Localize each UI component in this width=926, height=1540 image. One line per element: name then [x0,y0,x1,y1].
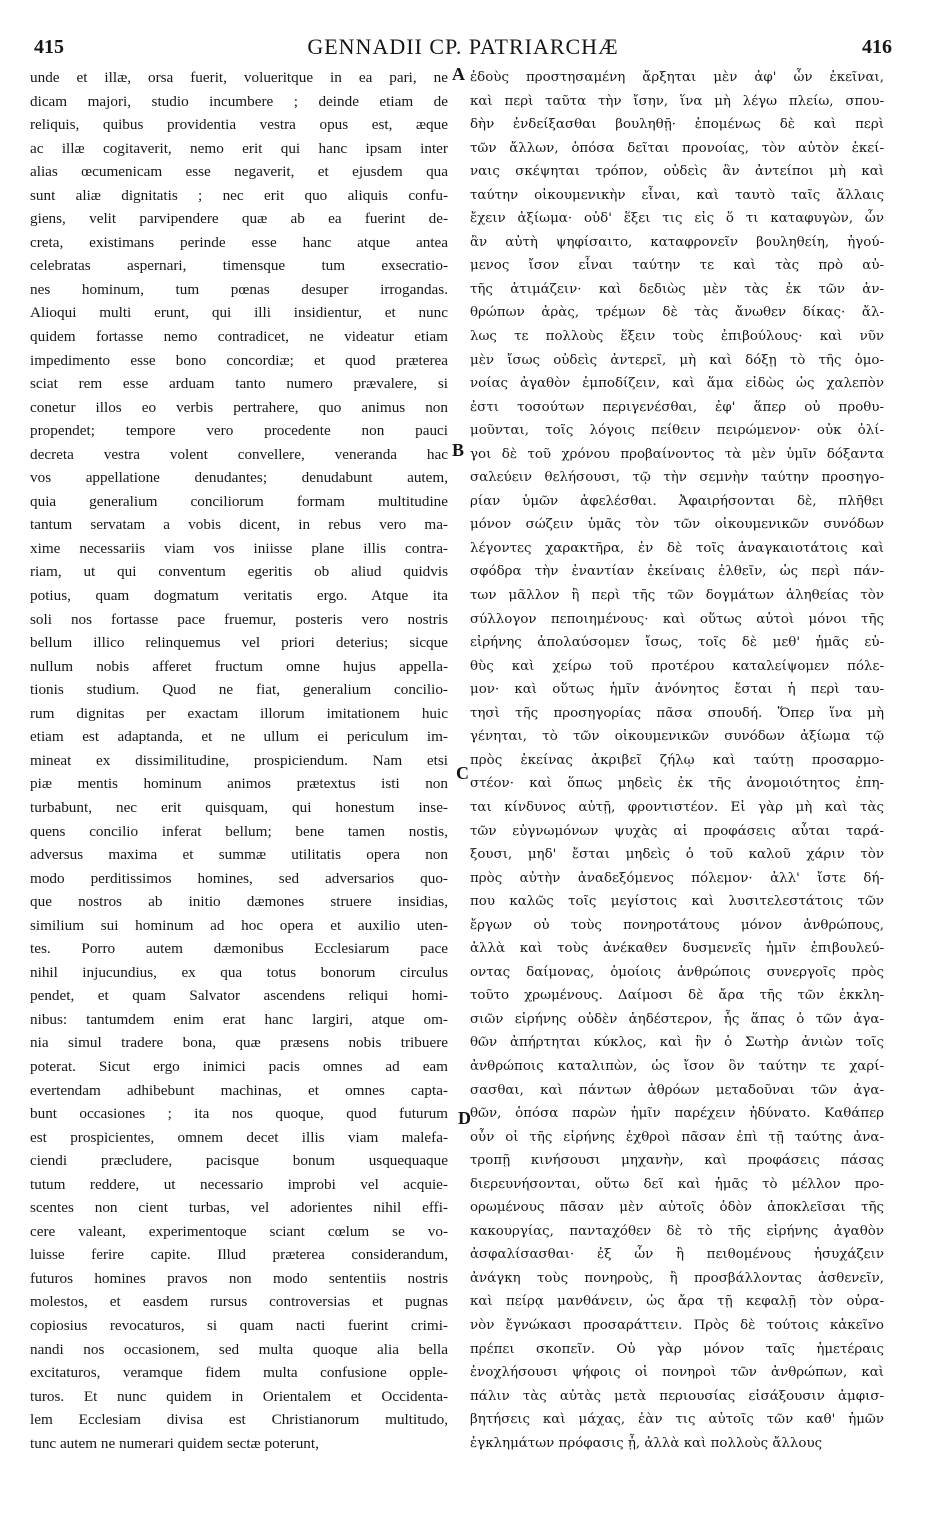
greek-text-line: τῶν ἄλλων, ὁπόσα δεῖται προνοίας, τὸν αὐτὸν ἐκεί- [470,140,884,156]
greek-text-line: μενος ἴσον εἶναι ταύτην τε καὶ τὰς πρὸ αὐ- [470,258,884,274]
latin-text-line: modo perditissimos homines, sed adversarios quo- [30,869,448,887]
latin-text-line: cere valeant, experimentoque sciant cœlum se vo- [30,1222,448,1240]
greek-text-line: ρίαν ὑμῶν ἀφελέσθαι. Ἀφαιρήσονται δὲ, πλῆθει [470,493,884,509]
latin-text-line: turbabunt, nec erit quisquam, qui honestum inse- [30,798,448,816]
greek-text-line: καὶ περὶ ταῦτα τὴν ἴσην, ἵνα μὴ λέγω πλείω, σπου- [470,93,884,109]
page-header [30,18,896,59]
latin-text-line: nandi nos occasionem, sed multa quoque alia bella [30,1340,448,1358]
greek-text-line: ἀσφαλίσασθαι· ἐξ ὧν ἢ πειθομένους ἡσυχάζειν [470,1247,884,1263]
greek-text-line: ἀνθρώποις καταλιπὼν, ὡς ἴσον ὂν ταύτην τε χαρί- [470,1058,884,1074]
greek-text-line: λέγοντες χαρακτῆρα, ἐν δὲ τοῖς ἀναγκαιοτάτοις καὶ [470,540,884,556]
latin-text-line: bunt occasiones ; ita nos quoque, quod futurum [30,1105,448,1123]
latin-text-line: tunc autem ne numerari quidem sectæ poterunt, [30,1434,319,1452]
greek-text-line: ἔργων οὐ τοὺς πονηροτάτους μόνον ἀνθρώπους, [470,917,884,933]
greek-text-line: θρώπων ἀρὰς, τρέμων δὲ τὰς ἄνωθεν δίκας· ἄλ- [470,305,884,321]
latin-text-line: conetur illos eo verbis pertrahere, quo animus non [30,398,448,416]
latin-text-line: sciat rem esse arduam tanto numero prævalere, si [30,375,448,393]
latin-text-line: est prospicientes, omnem decet illis viam malefa- [30,1128,448,1146]
latin-text-line: tutum reddere, ut necessario improbi vel acquie- [30,1175,448,1193]
greek-text-line: νὸν ἔγνώκασι προσαράττειν. Πρὸς δὲ τούτοις κἀκεῖνο [470,1317,884,1333]
greek-text-line: ἀνάγκη τοὺς πονηροὺς, ἢ προσβάλλοντας ἀσθενεῖν, [470,1270,884,1286]
greek-text-line: καὶ πείρᾳ μανθάνειν, ὡς ἄρα τῇ κεφαλῇ τὸν οὐρα- [470,1294,884,1310]
greek-text-line: κακουργίας, πανταχόθεν δὲ τὸ τῆς εἰρήνης ἀγαθὸν [470,1223,884,1239]
latin-text-line: creta, existimans perinde esse hanc atque antea [30,233,448,251]
greek-text-line: πάλιν τὰς αὐτὰς μετὰ περιουσίας εἰσάξουσιν ἀμφισ- [470,1388,884,1404]
section-marker-b: B [452,440,465,460]
latin-text-line: nes hominum, tum pœnas desuper irrogandas. [30,280,448,298]
section-marker-c: C [456,763,469,783]
greek-text-line: βητήσεις καὶ μάχας, ἐὰν τις αὐτοῖς τῶν καθ' ἡμῶν [470,1412,884,1428]
greek-text-line: τησὶ τῆς προσηγορίας πᾶσα σπουδή. Ὅπερ ἵνα μὴ [470,705,884,721]
latin-text-line: mineat ex dissimilitudine, prospiciendum. Nam etsi [30,751,448,769]
greek-text-line: σαλεύειν θελήσουσι, τῷ τὴν σεμνὴν ταύτην προσηγο- [470,470,884,486]
greek-text-line: τροπῇ κινήσουσι μηχανὴν, καὶ προφάσεις πάσας [470,1153,884,1169]
greek-text-line: οὖν οἱ τῆς εἰρήνης ἐχθροὶ πᾶσαν ἐπὶ τῇ ταύτης ἀνα- [470,1129,884,1145]
latin-text-line: piæ mentis hominum animos prætextus isti non [30,775,448,793]
greek-text-line: διερευνήσονται, οὕτω δεῖ καὶ ἡμᾶς τὸ μέλλον προ- [470,1176,884,1192]
greek-text-line: μοῦνται, τοῖς λόγοις πείθειν πειρώμενον· οὐκ ὀλί- [470,423,884,439]
greek-text-line: σασθαι, καὶ πάντων ἀθρόων μεταδοῦναι τῶν ἀγα- [470,1082,884,1098]
latin-text-line: copiosius revocaturos, si quam nacti fuerint crimi- [30,1316,448,1334]
greek-text-line: στέον· καὶ ὅπως μηδεὶς ἐκ τῆς ἀνομοιότητος ἐπη- [470,776,884,792]
greek-text-line: ξουσι, μηδ' ἔσται μηδεὶς ὁ τοῦ καλοῦ χάριν τὸν [470,847,884,863]
latin-text-line: rum dignitas per exactam illorum imitationem huic [30,704,448,722]
latin-column [30,66,448,1455]
greek-text-line: ἐνοχλήσουσι ψήφοις οἱ πονηροὶ τῶν ἀνθρώπων, καὶ [470,1365,884,1381]
latin-text-line: que nostros ab initio dæmones struere insidias, [30,893,448,911]
latin-text-line: luisse ferire capite. Illud præterea considerandum, [30,1246,448,1264]
greek-text-line: ναις σκέψηται τρόπον, οὐδεὶς ἂν ἀντείποι μὴ καὶ [470,164,884,180]
latin-text-line: ciendi præcludere, pacisque bonum usquequaque [30,1152,448,1170]
latin-text-line: Alioqui multi erunt, qui illi insidientur, et nunc [30,304,448,322]
greek-text-line: εἰρήνης ἀπολαύσομεν ἴσως, τοῖς δὲ μεθ' ἡμᾶς εὐ- [470,635,884,651]
latin-text-line: soli nos fortasse pace fruemur, posteris vero nostris [30,610,448,628]
greek-text-line: σύλλογον πεποιημένους· καὶ οὕτως αὐτοὶ μόνοι τῆς [470,611,884,627]
greek-text-line: πρέπει σκοπεῖν. Οὐ γὰρ μόνον ταῖς ἡμετέραις [470,1341,884,1357]
latin-text-line: dicam majori, studio incumbere ; deinde etiam de [30,92,448,110]
latin-text-line: quia generalium conciliorum formam multitudine [30,492,448,510]
greek-text-line: γένηται, τὸ τῶν οἰκουμενικῶν συνόδων ἀξίωμα τῷ [470,729,884,745]
latin-text-line: vos appellatione denudantes; denudabunt autem, [30,469,448,487]
latin-text-line: tantum servatam a vobis dicent, in rebus vero ma- [30,516,448,534]
latin-text-line: giens, velit parvipendere quæ ab ea fuerint de- [30,210,448,228]
greek-text-line: πρὸς ἐκείνας ἀκριβεῖ ζήλῳ καὶ ταύτῃ προσαρμο- [470,752,884,768]
latin-text-line: impedimento esse bono concordiæ; et quod præterea [30,351,448,369]
latin-text-line: evertendam adhibebunt machinas, et omnes capta- [30,1081,448,1099]
greek-text-line: ται κίνδυνος αὐτῇ, φροντιστέον. Εἰ γὰρ μὴ καὶ τὰς [470,799,884,815]
greek-text-line: ἔχειν ἀξίωμα· οὐδ' ἕξει τις εἰς ὅ τι καταφυγὼν, ὧν [470,211,884,227]
latin-text-line: lem Ecclesiam divisa est Christianorum multitudo, [30,1411,448,1429]
latin-text-line: turos. Et nunc quidem in Orientalem et Occidenta- [30,1387,448,1405]
latin-text-line: etiam est adaptanda, et ne ullum ei periculum im- [30,728,448,746]
greek-text-line: νοίας ἀγαθὸν ἐμποδίζειν, καὶ ἅμα εἰδὼς ὡς χαλεπὸν [470,376,884,392]
greek-text-line: θῶν, ὁπόσα παρὼν ἡμῖν παρέχειν ἠδύνατο. Καθάπερ [470,1106,884,1122]
page-number-left: 415 [34,36,64,58]
latin-text-line: ac illæ cogitaverit, nemo erit qui hanc ipsam inter [30,139,448,157]
greek-text-line: λως τε πολλοὺς ἕξειν τοὺς ἐπιβούλους· καὶ νῦν [470,329,884,345]
greek-column [470,66,884,1455]
greek-text-line: θὺς καὶ χείρω τοῦ προτέρου καταλείψομεν πόλε- [470,658,884,674]
latin-text-line: reliquis, quibus providentia vestra opus est, æque [30,116,448,134]
latin-text-line: excitaturos, veramque fidem multa confusione opple- [30,1364,448,1382]
page-number-right: 416 [862,36,892,58]
latin-text-line: similium sui hominum ad hoc opera et auxilio uten- [30,916,448,934]
greek-text-line: που καλῶς τοῖς μεγίστοις καὶ λυσιτελεστάτοις τῶν [470,894,884,910]
latin-text-line: alias œcumenicam esse negaverit, et ejusdem qua [30,163,448,181]
latin-text-line: riam, ut qui conventum egeritis ob aliud quidvis [30,563,448,581]
running-title: GENNADII CP. PATRIARCHÆ [307,34,619,59]
greek-text-line: μόνον σώζειν ὑμᾶς τὸν τῶν οἰκουμενικῶν συνόδων [470,517,884,533]
latin-text-line: tes. Porro autem dæmonibus Ecclesiarum pace [30,940,448,958]
latin-text-line: nihil injucundius, ex qua totus bonorum circulus [30,963,448,981]
latin-text-line: nia simul tradere bona, quæ præsens nobis tribuere [30,1034,448,1052]
greek-text-line: δὴν ἐνδείξασθαι βουληθῇ· ἑπομένως δὲ καὶ περὶ [470,117,884,133]
greek-text-line: ορωμένους πᾶσαν μὲν αὐτοῖς ὁδὸν ἀποκλεῖσαι τῆς [470,1200,884,1216]
greek-text-line: τῆς ἀτιμάζειν· καὶ δεδιὼς μὲν τὰς ἐκ τῶν ἀν- [470,281,884,297]
latin-text-line: scentes non cient turbas, vel adorientes nihil effi- [30,1199,448,1217]
latin-text-line: unde et illæ, orsa fuerit, volueritque in ea pari, ne [30,69,448,86]
greek-text-line: πρὸς αὐτὴν ἀναδεξόμενος πόλεμον· ἀλλ' ἴστε δή- [470,870,884,886]
greek-text-line: τῶν εὐγνωμόνων ψυχὰς αἱ προφάσεις αὗται ταρά- [470,823,884,839]
latin-text-line: celebratas aspernari, timensque tum exsecratio- [30,257,448,275]
section-marker-a: A [452,64,465,84]
greek-text-line: τοῦτο χρωμένους. Δαίμοσι δὲ ἄρα τῆς τῶν ἐκκλη- [470,988,884,1004]
greek-text-line: ἐγκλημάτων πρόφασις ᾖ, ἀλλὰ καὶ πολλοὺς ἄλλους [470,1435,823,1451]
latin-text-line: adversus maxima et summæ utilitatis opera non [30,846,448,864]
greek-text-line: ταύτην οἰκουμενικὴν εἶναι, καὶ ταυτὸ ταῖς ἄλλαις [470,187,884,203]
greek-text-line: οντας δαίμονας, ὁμοίοις ἀνθρώποις συνεργοῖς πρὸς [470,964,884,980]
latin-text-line: nullum nobis afferet fructum omne hujus appella- [30,657,448,675]
greek-text-line: σιῶν εἰρήνης οὐδὲν ἀηδέστερον, ἧς ἅπας ὁ τῶν ἀγα- [470,1011,884,1027]
latin-text-line: decreta vestra volent convellere, veneranda hac [30,445,448,463]
latin-text-line: bellum illico relinquemus vel priori deterius; sicque [30,634,448,652]
greek-text-line: ἐστι τοσούτων περιγενέσθαι, ἐφ' ἅπερ οὐ προθυ- [470,399,884,415]
greek-text-line: ἂν αὐτὴ ψηφίσαιτο, καταφρονεῖν βουληθείη, ἡγού- [470,234,884,250]
latin-text-line: quidem fortasse nemo contradicet, ne videatur etiam [30,328,448,346]
greek-text-line: ἀλλὰ καὶ τοὺς ἀνέκαθεν δυσμενεῖς ἡμῖν ἐπιβουλεύ- [470,941,884,957]
latin-text-line: poterat. Sicut ergo inimici pacis omnes ad eam [30,1057,448,1075]
greek-text-line: των μᾶλλον ἢ περὶ τῆς τῶν δογμάτων ἀληθείας τὸν [470,588,884,604]
greek-text-line: μὲν ἴσως οὐδεὶς ἀντερεῖ, μὴ καὶ δόξῃ τὸ τῆς ὁμο- [470,352,884,368]
greek-text-line: γοι δὲ τοῦ χρόνου προβαίνοντος τὰ μὲν ὑμῖν δόξαντα [470,446,884,462]
latin-text-line: tionis studium. Quod ne fiat, generalium concilio- [30,681,448,699]
latin-text-line: sunt aliæ dignitatis ; nec erit quo aliquis confu- [30,186,448,204]
latin-text-line: pendet, et quam Salvator ascendens reliqui homi- [30,987,448,1005]
latin-text-line: potius, quam dogmatum veritatis ergo. Atque ita [30,587,448,605]
section-marker-d: D [458,1108,471,1128]
latin-text-line: xime necessariis viam vos iniisse plane illis contra- [30,539,448,557]
latin-text-line: quens concilio inferat bellum; bene tamen nostis, [30,822,448,840]
latin-text-line: molestos, et easdem rursus controversias et pugnas [30,1293,448,1311]
greek-text-line: θῶν ἀπήρτηται κύκλος, καὶ ἣν ὁ Σωτὴρ ἀνιὼν τοῖς [470,1035,884,1051]
greek-text-line: ἐδοὺς προστησαμένη ἄρξηται μὲν ἀφ' ὧν ἐκεῖναι, [470,70,884,85]
greek-text-line: σφόδρα τὴν ἐναντίαν ἐκείναις ἐλθεῖν, ὡς περὶ πάν- [470,564,884,580]
latin-text-line: propendet; tempore vero procedente non pauci [30,422,448,440]
latin-text-line: futuros homines pravos non modo sententiis nostris [30,1269,448,1287]
greek-text-line: μον· καὶ οὕτως ἡμῖν ἀνόνητος ἔσται ἡ περὶ ταυ- [470,682,884,698]
latin-text-line: nibus: tantumdem enim erat hanc largiri, atque om- [30,1010,448,1028]
